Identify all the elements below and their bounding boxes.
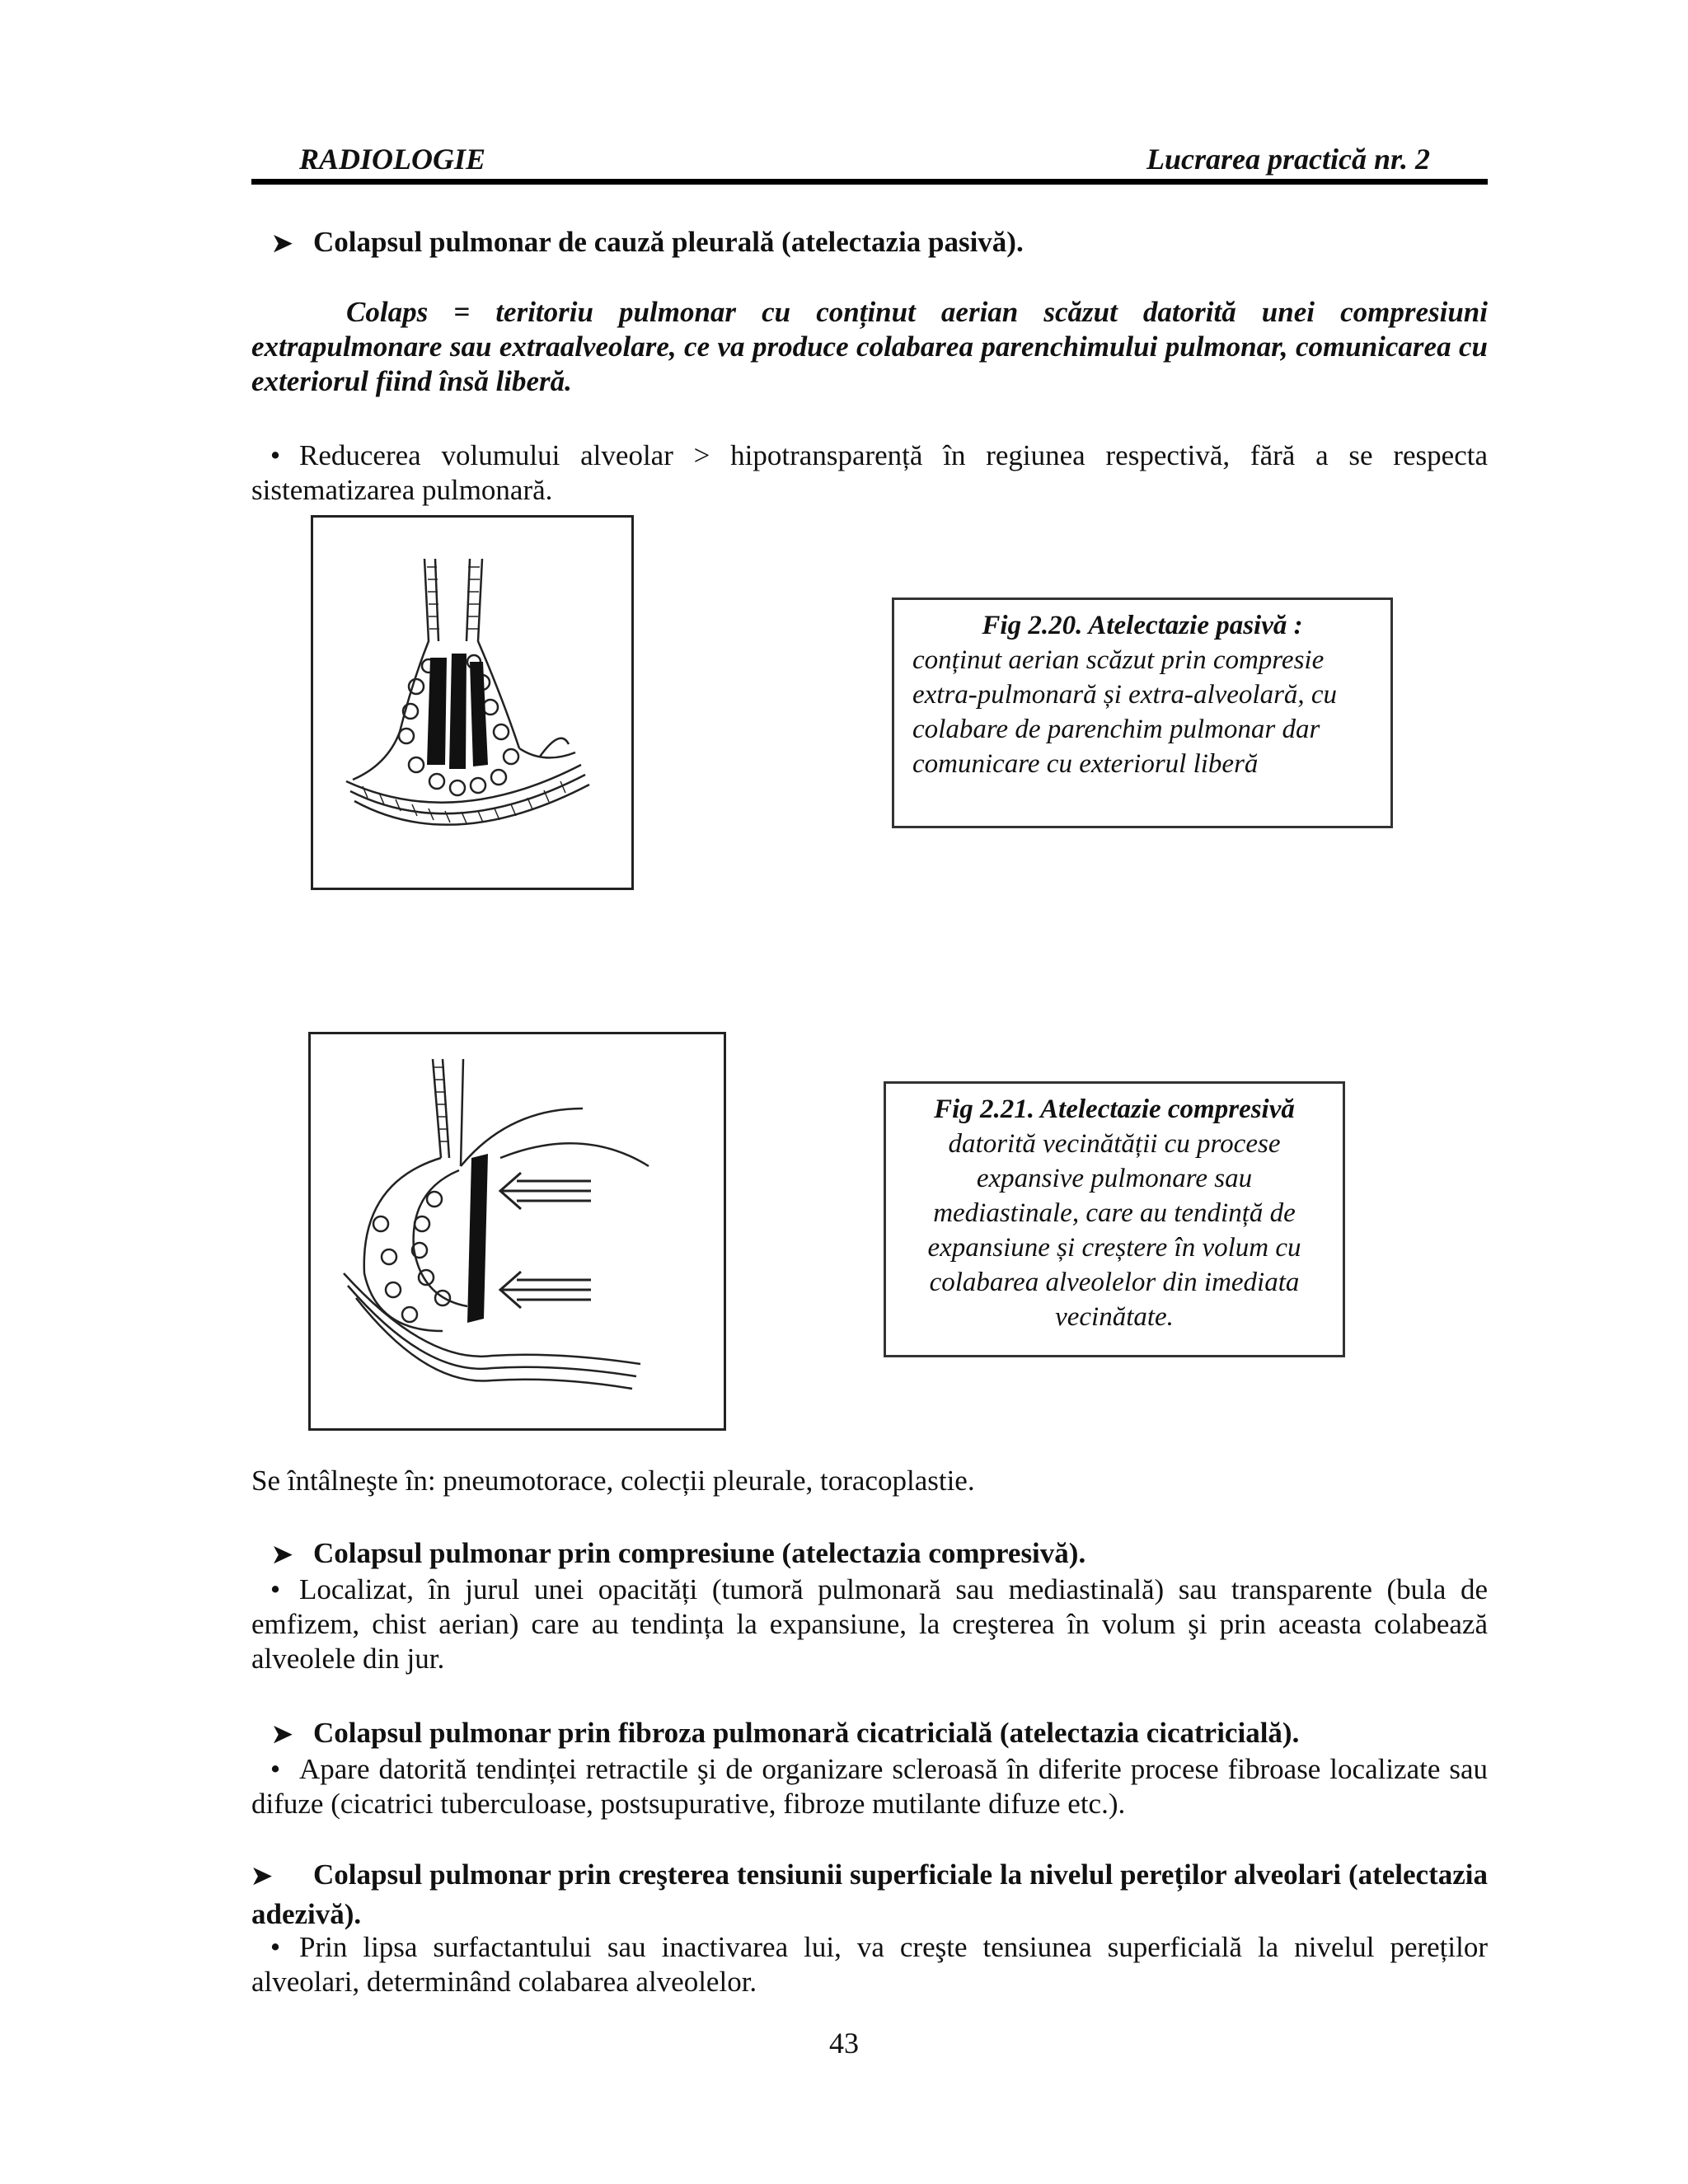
section3-bullet: • Apare datorită tendinței retractile şi de organizare scleroasă în diferite procese fibroase localizate sau difuze (cicatrici tuberculoase, postsupurative, fibroze mutilante difuze etc.). [251,1753,1488,1820]
colaps-definition: Colaps = teritoriu pulmonar cu conținut aerian scăzut datorită unei compresiuni extrapulmonare sau extraalveolare, ce va produce colabarea parenchimului pulmonar, comunicarea cu exteriorul fiind însă liberă. [251,296,1488,397]
figure-2-20-image [311,515,634,890]
compressive-atelectasis-drawing [311,1034,724,1428]
bullet-icon: • [270,1753,281,1785]
section1-heading: ➤ Colapsul pulmonar de cauză pleurală (atelectazia pasivă). [251,223,1488,263]
figure-2-20-caption [892,598,1393,828]
bullet-icon: • [270,1573,281,1605]
figure-2-21-image [308,1032,726,1431]
section2-heading: ➤ Colapsul pulmonar prin compresiune (atelectazia compresivă). [251,1535,1488,1574]
bullet-icon: • [270,1931,281,1963]
figure-2-20-title: Fig 2.20. Atelectazie pasivă : [982,611,1303,640]
passive-atelectasis-drawing [313,518,631,888]
occurrence-line: Se întâlneşte în: pneumotorace, colecții pleurale, toracoplastie. [251,1465,975,1497]
header-divider [251,179,1488,185]
figure-2-20-text: conținut aerian scăzut prin compresie extra-pulmonară și extra-alveolară, cu colabare de parenchim pulmonar dar comunicare cu exteriorul liberă [912,645,1338,779]
bullet-icon: • [270,439,281,471]
section3-heading: ➤ Colapsul pulmonar prin fibroza pulmonară cicatricială (atelectazia cicatricială). [251,1714,1488,1754]
section2-bullet: • Localizat, în jurul unei opacități (tumoră pulmonară sau mediastinală) sau transparente (bula de emfizem, chist aerian) care au tendința la expansiune, la creşterea în volum şi prin aceasta colabează alveolele din jur. [251,1573,1488,1675]
arrow-bullet-icon: ➤ [271,1721,293,1748]
header-lab-number: Lucrarea practică nr. 2 [1146,143,1430,176]
page-number: 43 [829,2027,859,2060]
arrow-bullet-icon: ➤ [251,1863,273,1890]
arrow-bullet-icon: ➤ [271,1541,293,1568]
figure-2-21-text: datorită vecinătății cu procese expansive pulmonare sau mediastinale, care au tendință de expansiune și creștere în volum cu colabarea alveolelor din imediata vecinătate. [927,1129,1301,1332]
section4-heading: ➤ Colapsul pulmonar prin creşterea tensiunii superficiale la nivelul pereților alveolari (atelectazia adezivă). [251,1858,1488,1930]
section4-bullet: • Prin lipsa surfactantului sau inactivarea lui, va creşte tensiunea superficială la nivelul pereților alveolari, determinând colabarea alveolelor. [251,1931,1488,1998]
header-title: RADIOLOGIE [299,143,486,176]
figure-2-21-caption [884,1081,1345,1357]
figure-2-21-title: Fig 2.21. Atelectazie compresivă [934,1094,1295,1124]
arrow-bullet-icon: ➤ [271,230,293,257]
section1-bullet: • Reducerea volumului alveolar > hipotransparență în regiunea respectivă, fără a se respecta sistematizarea pulmonară. [251,439,1488,506]
